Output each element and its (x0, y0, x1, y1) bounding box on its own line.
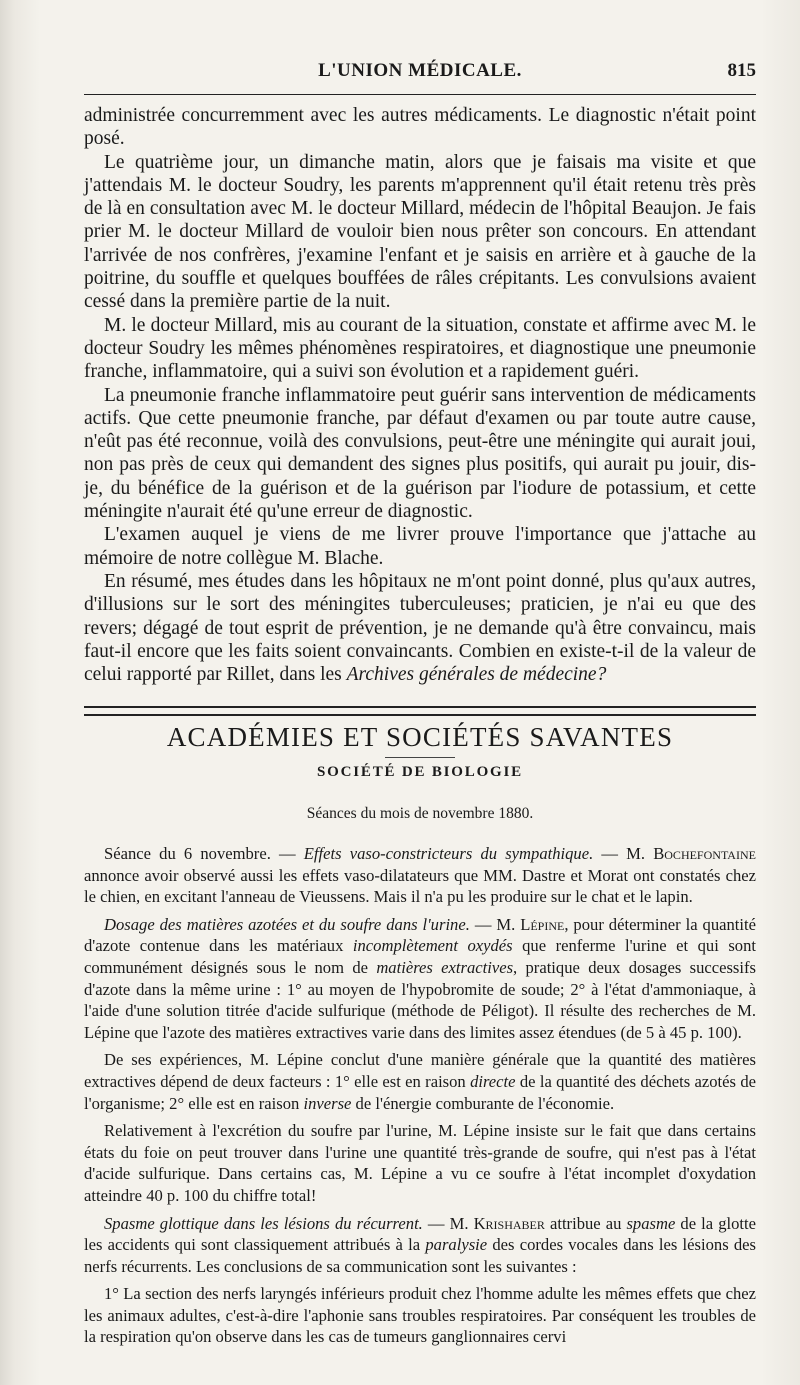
section-divider (84, 706, 756, 716)
header-rule (84, 94, 756, 95)
paragraph: Le quatrième jour, un dimanche matin, alors que je faisais ma visite et que j'attendais M. le docteur Soudry, les parents m'apprennent qu'il était retenu très près de là en consultation avec M. le docteur Millard, médecin de l'hôpital Beaujon. Je fais prier M. le docteur Millard de vouloir bien nous prêter son concours. En attendant l'arrivée de nos confrères, j'examine l'enfant et je saisis en arrière et à gauche de la poitrine, du souffle et quelques bouffées de râles crépitants. Les convulsions avaient cessé dans la première partie de la nuit. (84, 151, 756, 313)
emphasis: incomplètement oxydés (352, 936, 513, 956)
author-name: Bochefontaine (653, 844, 756, 863)
text-run: de la quantité des déchets azotés de l'organisme; 2° elle est en raison (84, 1071, 756, 1113)
paragraph: administrée concurremment avec les autres médicaments. Le diagnostic n'était point posé. (84, 105, 756, 150)
text-run: des cordes vocales dans les lésions des nerfs récurrents. Les conclusions de sa communication sont les suivantes : (84, 1235, 757, 1276)
author-name: Lépine (520, 914, 565, 934)
emphasis: inverse (303, 1093, 352, 1113)
emphasis: matières extractives (376, 957, 514, 977)
journal-reference: Archives générales de médecine? (346, 664, 607, 686)
society-heading: SOCIÉTÉ DE BIOLOGIE (317, 764, 523, 780)
page-number: 815 (727, 60, 756, 81)
journal-title: L'UNION MÉDICALE. (318, 60, 522, 81)
session-date: Séances du mois de novembre 1880. (306, 805, 534, 822)
text-run: que renferme l'urine et qui sont communément désignés sous le nom de (84, 936, 756, 977)
emphasis: spasme (626, 1213, 676, 1233)
running-header (84, 60, 756, 90)
paragraph (84, 914, 756, 1044)
title-underline (385, 757, 455, 758)
text-run: de l'énergie comburante de l'économie. (351, 1093, 615, 1113)
text-run: attribue au (544, 1213, 627, 1233)
author-name: Krishaber (473, 1213, 545, 1233)
text-run: De ses expériences, M. Lépine conclut d'une manière générale que la quantité des matières extractives dépend de deux facteurs : 1° elle est en raison (84, 1050, 756, 1091)
paragraph: La pneumonie franche inflammatoire peut guérir sans intervention de médicaments actifs. Que cette pneumonie franche, par défaut d'examen ou par toute autre cause, n'eût pas été reconnue, voilà des convulsions, peut-être une méningite qui aurait joui, non pas près de ceux qui demandent des signes plus positifs, qui aurait pu jouir, dis-je, du bénéfice de la guérison et de la guérison par l'iodure de potassium, et cette méningite n'aurait été qu'une erreur de diagnostic. (84, 384, 756, 523)
text-run: , pratique deux dosages successifs d'azote dans la même urine : 1° au moyen de l'hypobromite de soude; 2° à l'état d'ammoniaque, à l'aide d'une solution titrée d'acide sulfurique (méthode de Péligot). Il résulte des recherches de M. Lépine que l'azote des matières extractives varie dans des limites assez étendues (de 5 à 45 p. 100). (84, 957, 756, 1042)
society-report (84, 843, 756, 1354)
text-run: — M. (593, 844, 654, 863)
text-run: — M. (469, 914, 521, 934)
text-run: annonce avoir observé aussi les effets vaso-dilatateurs que MM. Dastre et Morat ont constatés chez le chien, en excitant l'anneau de Vieussens. Mais il n'a pu les produire sur le chat et le lapin. (84, 865, 756, 907)
communication-title: Spasme glottique dans les lésions du récurrent. (104, 1213, 423, 1233)
paragraph (84, 570, 756, 686)
communication-title: Effets vaso-constricteurs du sympathique. (303, 844, 594, 863)
text-run: de la glotte les accidents qui sont classiquement attribués à la (84, 1213, 756, 1255)
paragraph-text: En résumé, mes études dans les hôpitaux ne m'ont point donné, plus qu'aux autres, d'illusions sur le sort des méningites tuberculeuses; praticien, je n'ai eu que des revers; dégagé de tout esprit de prévention, je ne demande qu'à être convaincu, mais faut-il encore que les faits soient convaincants. Combien en existe-t-il de la valeur de celui rapporté par Rillet, dans les (84, 570, 756, 686)
paragraph: M. le docteur Millard, mis au courant de la situation, constate et affirme avec M. le docteur Soudry les mêmes phénomènes respiratoires, et diagnostique une pneumonie franche, inflammatoire, qui a suivi son évolution et a rapidement guéri. (84, 314, 756, 383)
session-label: Séance du 6 novembre. — (104, 844, 304, 863)
emphasis: directe (470, 1071, 516, 1091)
paragraph (84, 1049, 756, 1114)
paragraph (84, 1213, 756, 1278)
emphasis: paralysie (425, 1235, 488, 1255)
communication-title: Dosage des matières azotées et du soufre dans l'urine. (104, 914, 470, 934)
paragraph: Relativement à l'excrétion du soufre par l'urine, M. Lépine insiste sur le fait que dans certains états du foie on peut trouver dans l'urine une quantité très-grande de soufre, qui n'est pas à l'état d'acide sulfurique. Dans certains cas, M. Lépine a vu ce soufre à l'état incomplet d'oxydation atteindre 40 p. 100 du chiffre total! (84, 1121, 756, 1205)
text-run: — M. (422, 1213, 474, 1233)
paragraph: L'examen auquel je viens de me livrer prouve l'importance que j'attache au mémoire de notre collègue M. Blache. (84, 524, 756, 569)
text-run: , pour déterminer la quantité d'azote contenue dans les matériaux (84, 914, 756, 956)
paragraph: 1° La section des nerfs laryngés inférieurs produit chez l'homme adulte les mêmes effets que chez les animaux adultes, c'est-à-dire l'aphonie sans troubles respiratoires. Par conséquent les troubles de la respiration qu'on observe dans les cas de tumeurs ganglionnaires cervi (84, 1284, 756, 1347)
section-title: ACADÉMIES ET SOCIÉTÉS SAVANTES (166, 722, 674, 752)
article-body (84, 104, 756, 686)
paragraph (84, 843, 756, 908)
